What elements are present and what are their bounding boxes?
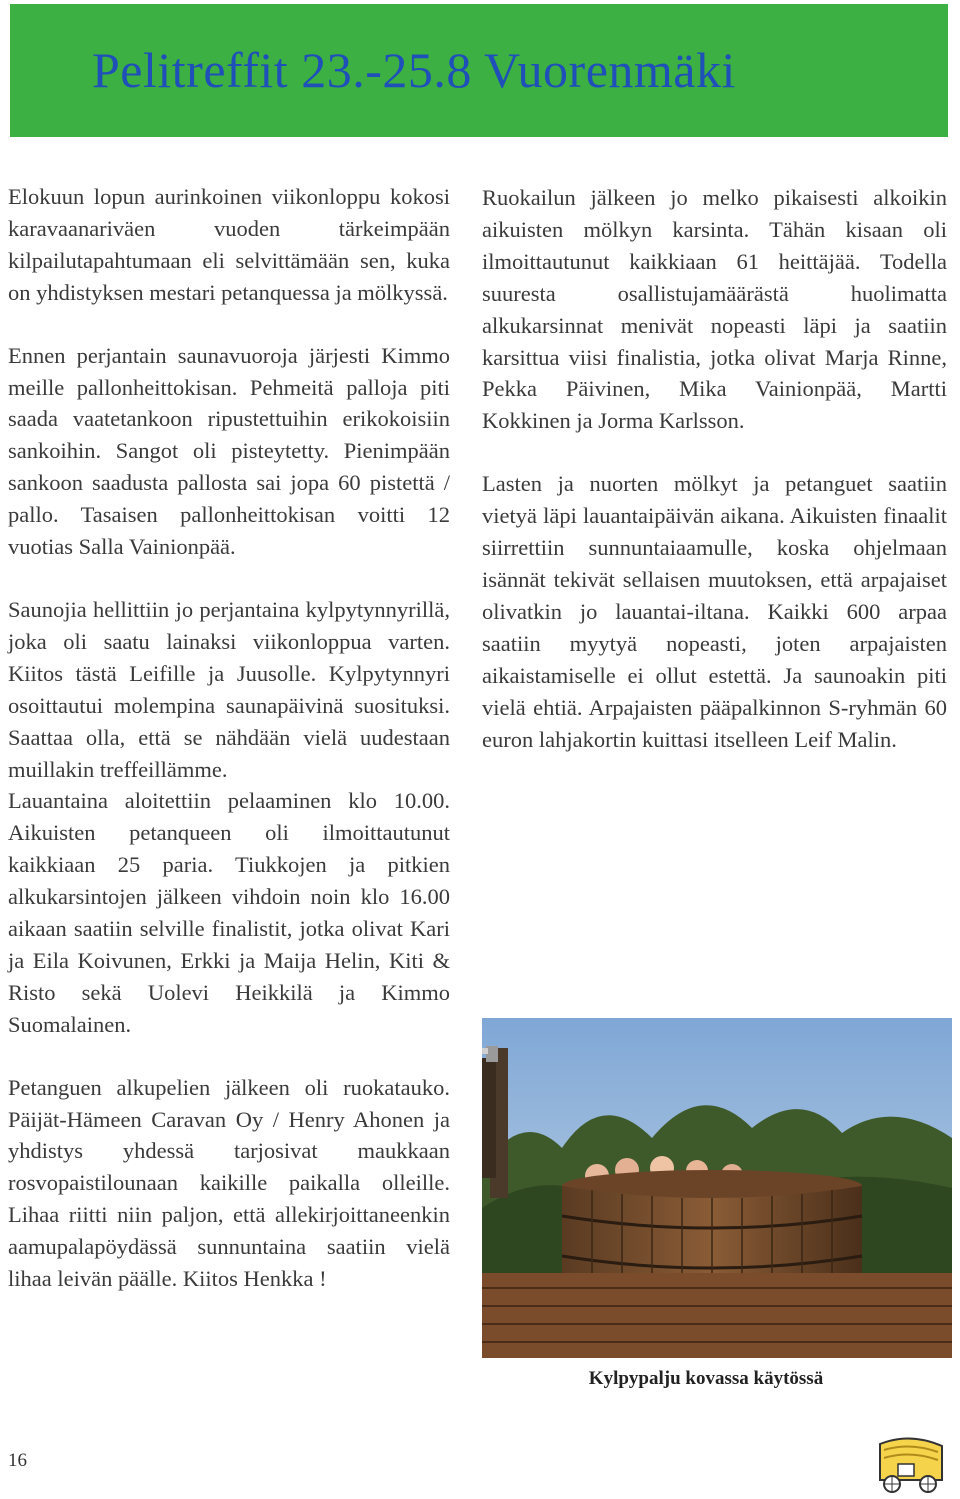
paragraph: Saunojia hellittiin jo perjantaina kylpytynnyrillä, joka oli saatu lainaksi viikonloppua varten. Kiitos tästä Leifille ja Juusolle. Kylpytynnyri osoittautui molempina saunapäivinä suosituksi. Saattaa olla, että se nähdään vielä uudestaan muillakin treffeillämme.: [8, 596, 450, 782]
paragraph: Lasten ja nuorten mölkyt ja petanguet saatiin vietyä läpi lauantaipäivän aikana. Aikuisten finaalit siirrettiin sunnuntaiaamulle, koska ohjelmaan isännät tekivät sellaisen muutoksen, että arpajaiset olivatkin jo lauantai-iltana. Kaikki 600 arpaa saatiin myytyä nopeasti, joten arpajaisten aikaistamiselle ei ollut estettä. Ja saunoakin piti vielä ehtiä. Arpajaisten pääpalkinnon S-ryhmän 60 euron lahjakortin kuittasi itselleen Leif Malin.: [482, 471, 947, 752]
photo-caption: Kylpypalju kovassa käytössä: [588, 1368, 824, 1389]
hot-tub-illustration: [482, 1018, 952, 1358]
paragraph: Ruokailun jälkeen jo melko pikaisesti alkoikin aikuisten mölkyn karsinta. Tähän kisaan oli ilmoittautunut kaikkiaan 61 heittäjää. Todella suuresta osallistujamäärästä huolimatta alkukarsinnat menivät nopeasti läpi ja saatiin karsittua viisi finalistia, jotka olivat Marja Rinne, Pekka Päivinen, Mika Vainionpää, Martti Kokkinen ja Jorma Karlsson.: [482, 185, 947, 434]
paragraph: Elokuun lopun aurinkoinen viikonloppu kokosi karavaanariväen vuoden tärkeimpään kilpailutapahtumaan eli selvittämään sen, kuka on yhdistyksen mestari petanquessa ja mölkyssä.: [8, 184, 450, 305]
right-column: [482, 182, 947, 755]
hot-tub-photo: [482, 1018, 952, 1358]
page-title: Pelitreffit 23.-25.8 Vuorenmäki: [92, 42, 736, 98]
caravan-logo-icon: [872, 1436, 948, 1494]
title-banner: [10, 4, 948, 137]
paragraph: Petanguen alkupelien jälkeen oli ruokatauko. Päijät-Hämeen Caravan Oy / Henry Ahonen ja yhdistys yhdessä tarjosivat maukkaan rosvopaistilounaan kaikille paikalla olleille. Lihaa riitti niin paljon, että allekirjoittaneenkin aamupalapöydässä sunnuntaina saatiin vielä lihaa leivän päälle. Kiitos Henkka !: [8, 1074, 450, 1292]
paragraph: Lauantaina aloitettiin pelaaminen klo 10.00. Aikuisten petanqueen oli ilmoittautunut kaikkiaan 25 paria. Tiukkojen ja pitkien alkukarsintojen jälkeen vihdoin noin klo 16.00 aikaan saatiin selville finalistit, jotka olivat Kari ja Eila Koivunen, Erkki ja Maija Helin, Kiti & Risto sekä Uolevi Heikkilä ja Kimmo Suomalainen.: [8, 788, 450, 1037]
left-column: [8, 181, 450, 1295]
page-number: 16: [8, 1450, 27, 1471]
paragraph: Ennen perjantain saunavuoroja järjesti Kimmo meille pallonheittokisan. Pehmeitä palloja piti saada vaatetankoon ripustettuihin erikokoisiin sankoihin. Sangot oli pisteytetty. Pienimpään sankoon saadusta pallosta sai jopa 60 pistettä / pallo. Tasaisen pallonheittokisan voitti 12 vuotias Salla Vainionpää.: [8, 342, 450, 560]
